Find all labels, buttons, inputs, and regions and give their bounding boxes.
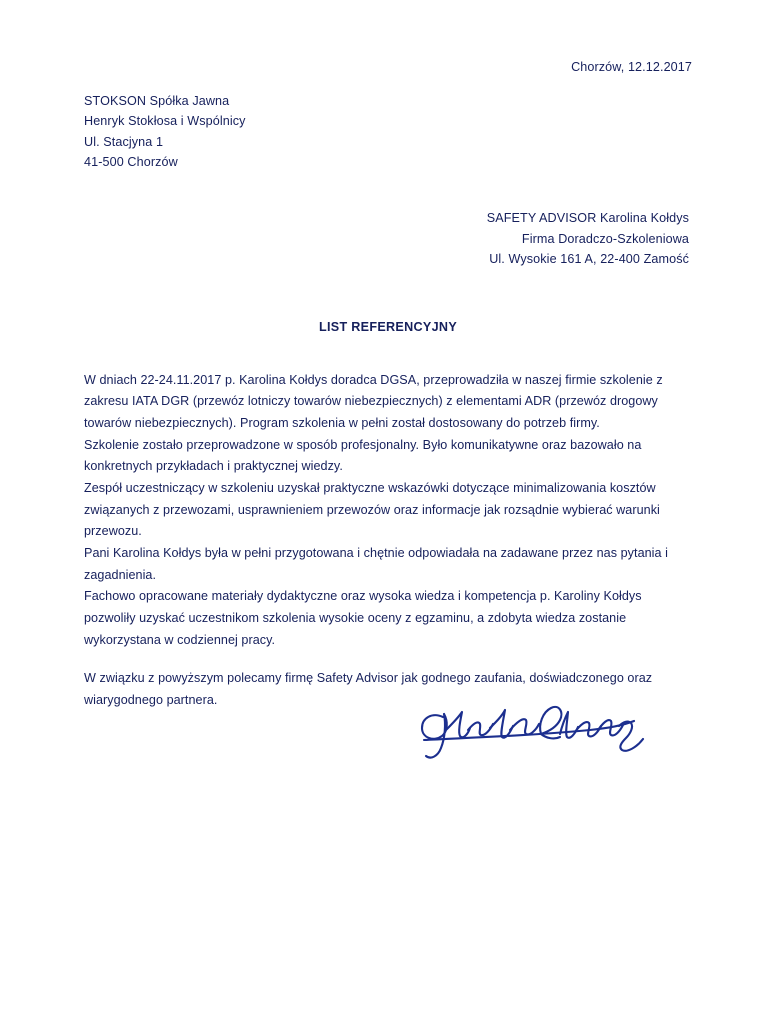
recipient-address-block: [84, 208, 692, 269]
date-line: Chorzów, 12.12.2017: [571, 60, 692, 74]
sender-line-4: 41-500 Chorzów: [84, 155, 178, 170]
sender-line-2: Henryk Stokłosa i Wspólnicy: [84, 114, 246, 129]
letter-content: [84, 370, 692, 712]
sender-line-1: STOKSON Spółka Jawna: [84, 93, 230, 108]
closing-paragraph: W związku z powyższym polecamy firmę Safety Advisor jak godnego zaufania, doświadczonego oraz wiarygodnego partnera.: [84, 671, 653, 707]
handwritten-signature-icon: [410, 690, 650, 770]
paragraph-3: Zespół uczestniczący w szkoleniu uzyskał praktyczne wskazówki dotyczące minimalizowania kosztów związanych z przewozami, usprawnieniem przewozów oraz informacje jak rozsądnie wybierać warunki przewozu.: [84, 480, 660, 539]
paragraph-1: W dniach 22-24.11.2017 p. Karolina Kołdys doradca DGSA, przeprowadziła w naszej firmie szkolenie z zakresu IATA DGR (przewóz lotniczy towarów niebezpiecznych) z elementami ADR (przewóz drogowy towarów niebezpiecznych). Program szkolenia w pełni został dostosowany do potrzeb firmy.: [84, 372, 663, 430]
document-body: [84, 58, 692, 711]
document-title: LIST REFERENCYJNY: [318, 319, 458, 334]
paragraph-5: Fachowo opracowane materiały dydaktyczne oraz wysoka wiedza i kompetencja p. Karoliny Kołdys pozwoliły uzyskać uczestnikom szkolenia wysokie oceny z egzaminu, a zdobyta wiedza zostanie wykorzystana w codziennej pracy.: [84, 589, 642, 647]
signature-block: [410, 690, 650, 770]
sender-line-3: Ul. Stacjyna 1: [84, 134, 164, 149]
recipient-line-2: Firma Doradczo-Szkoleniowa: [521, 231, 689, 246]
recipient-line-1: SAFETY ADVISOR Karolina Kołdys: [486, 211, 689, 226]
sender-address-block: [84, 91, 692, 173]
paragraph-4: Pani Karolina Kołdys była w pełni przygotowana i chętnie odpowiadała na zadawane przez nas pytania i zagadnienia.: [84, 545, 668, 582]
recipient-line-3: Ul. Wysokie 161 A, 22-400 Zamość: [489, 252, 689, 267]
paragraph-2: Szkolenie zostało przeprowadzone w sposób profesjonalny. Było komunikatywne oraz bazowało na konkretnych przykładach i praktycznej wiedzy.: [84, 437, 642, 474]
